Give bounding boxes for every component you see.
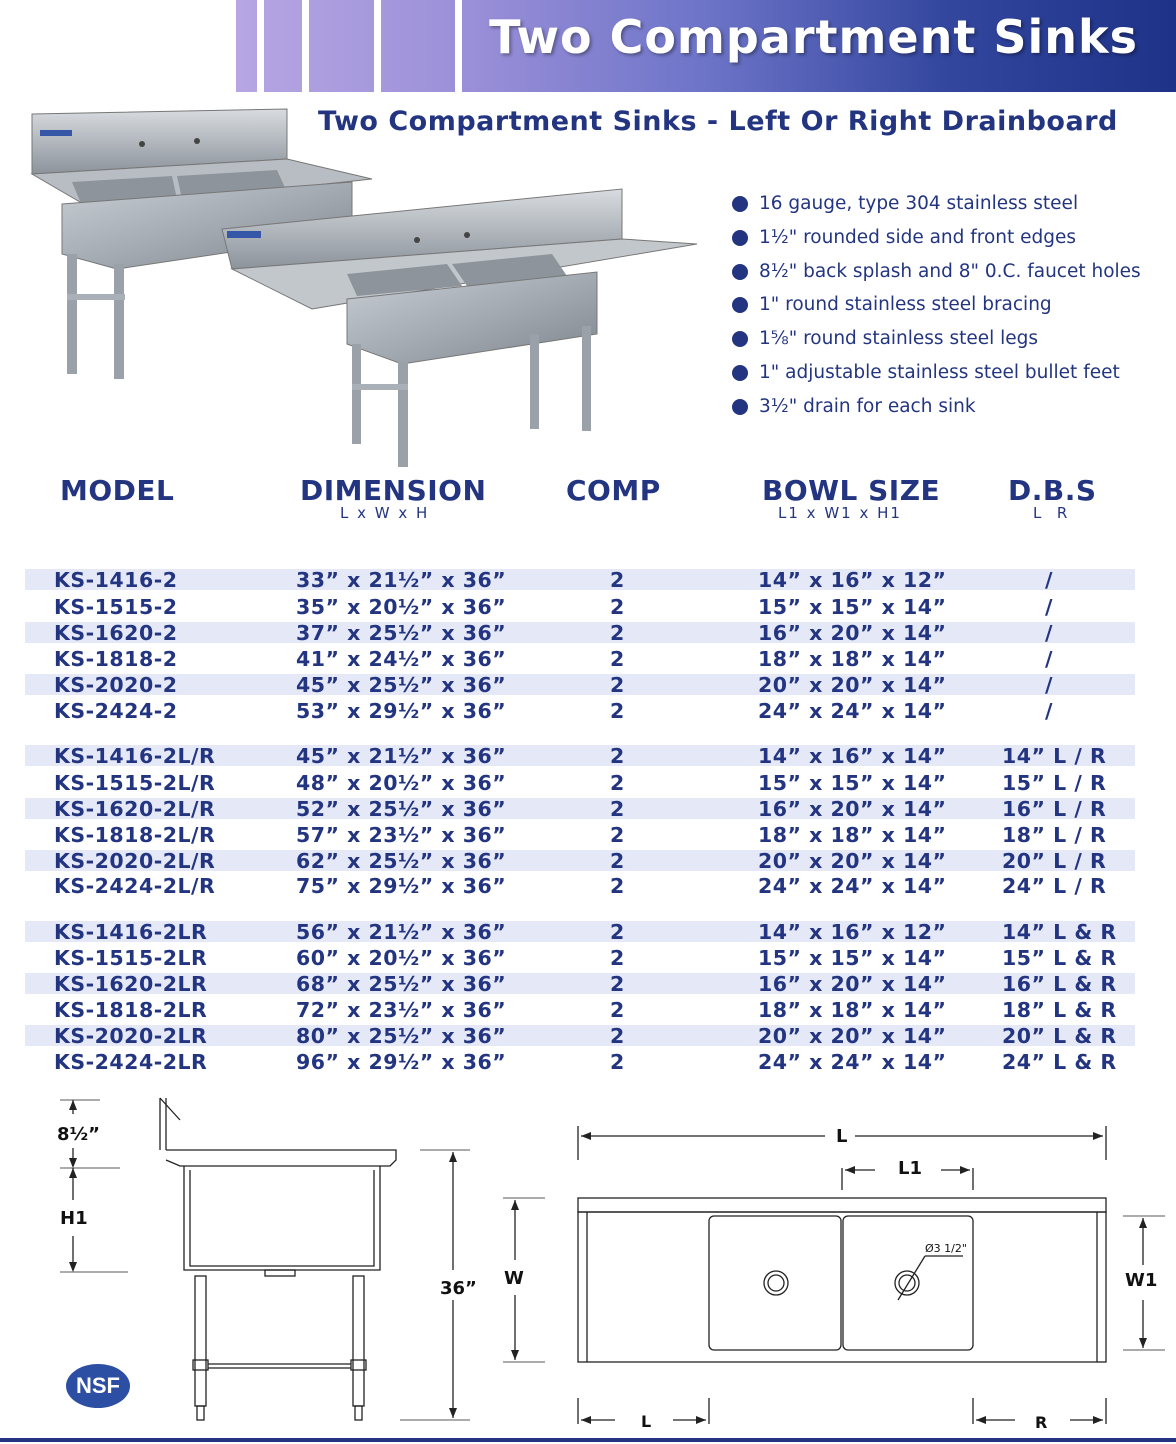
cell-model: KS-1515-2 — [54, 595, 178, 619]
col-subheader-bowl-size: L1 x W1 x H1 — [778, 504, 902, 522]
cell-dbs: 15” L & R — [1002, 946, 1117, 970]
cell-dbs: 15” L / R — [1002, 771, 1107, 795]
cell-model: KS-2020-2L/R — [54, 849, 216, 873]
col-subheader-dbs: L R — [1033, 504, 1070, 522]
table-row-band — [25, 569, 1135, 590]
header-stripe — [374, 0, 381, 92]
cell-dbs: / — [1045, 647, 1053, 671]
cell-bowl-size: 15” x 15” x 14” — [758, 946, 947, 970]
diagram-label-l1: L1 — [898, 1158, 922, 1179]
cell-comp: 2 — [610, 823, 625, 847]
cell-bowl-size: 15” x 15” x 14” — [758, 595, 947, 619]
diagram-label-left-drainboard: L — [641, 1412, 652, 1431]
feature-item — [732, 359, 1141, 393]
diagram-label-drain: Ø3 1/2" — [925, 1242, 967, 1255]
bullet-icon — [732, 297, 748, 313]
cell-dbs: 24” L & R — [1002, 1050, 1117, 1074]
diagram-label-w: W — [504, 1268, 524, 1289]
feature-text: 1" adjustable stainless steel bullet feet — [759, 361, 1120, 383]
cell-dimension: 68” x 25½” x 36” — [296, 972, 507, 996]
cell-dbs: / — [1045, 621, 1053, 645]
cell-bowl-size: 14” x 16” x 12” — [758, 920, 947, 944]
cell-model: KS-1515-2LR — [54, 946, 208, 970]
cell-dimension: 53” x 29½” x 36” — [296, 699, 507, 723]
cell-dbs: / — [1045, 568, 1053, 592]
header-stripe — [257, 0, 264, 92]
cell-bowl-size: 24” x 24” x 14” — [758, 874, 947, 898]
header-stripe — [302, 0, 309, 92]
sink-image-front — [222, 189, 697, 467]
cell-model: KS-1515-2L/R — [54, 771, 216, 795]
cell-dbs: 24” L / R — [1002, 874, 1107, 898]
cell-dbs: 14” L & R — [1002, 920, 1117, 944]
diagram-label-backsplash: 8½” — [57, 1124, 100, 1145]
col-header-dbs: D.B.S — [1008, 474, 1097, 507]
cell-bowl-size: 14” x 16” x 12” — [758, 568, 947, 592]
header-stripe — [455, 0, 462, 92]
cell-comp: 2 — [610, 744, 625, 768]
cell-dimension: 96” x 29½” x 36” — [296, 1050, 507, 1074]
cell-model: KS-2020-2LR — [54, 1024, 208, 1048]
cell-comp: 2 — [610, 771, 625, 795]
cell-dimension: 62” x 25½” x 36” — [296, 849, 507, 873]
feature-text: 1⅝" round stainless steel legs — [759, 328, 1039, 350]
cell-comp: 2 — [610, 797, 625, 821]
top-view-diagram — [495, 1120, 1165, 1435]
bottom-rule — [0, 1438, 1176, 1442]
cell-comp: 2 — [610, 621, 625, 645]
diagram-label-l: L — [836, 1126, 848, 1147]
cell-bowl-size: 16” x 20” x 14” — [758, 797, 947, 821]
cell-dimension: 33” x 21½” x 36” — [296, 568, 507, 592]
page-title: Two Compartment Sinks — [489, 10, 1138, 64]
feature-text: 16 gauge, type 304 stainless steel — [759, 193, 1079, 214]
cell-model: KS-2424-2LR — [54, 1050, 208, 1074]
cell-dimension: 57” x 23½” x 36” — [296, 823, 507, 847]
cell-model: KS-1416-2L/R — [54, 744, 216, 768]
feature-text: 1" round stainless steel bracing — [759, 294, 1052, 316]
cell-dimension: 60” x 20½” x 36” — [296, 946, 507, 970]
cell-comp: 2 — [610, 595, 625, 619]
cell-dbs: 18” L & R — [1002, 998, 1117, 1022]
cell-dimension: 75” x 29½” x 36” — [296, 874, 507, 898]
cell-bowl-size: 14” x 16” x 14” — [758, 744, 947, 768]
feature-item — [732, 258, 1141, 292]
feature-item — [732, 190, 1141, 224]
cell-comp: 2 — [610, 647, 625, 671]
cell-bowl-size: 24” x 24” x 14” — [758, 1050, 947, 1074]
bullet-icon — [732, 196, 748, 212]
bullet-icon — [732, 365, 748, 381]
cell-dimension: 80” x 25½” x 36” — [296, 1024, 507, 1048]
cell-comp: 2 — [610, 699, 625, 723]
feature-text: 8½" back splash and 8" 0.C. faucet holes — [759, 260, 1141, 282]
cell-dimension: 48” x 20½” x 36” — [296, 771, 507, 795]
cell-model: KS-1416-2 — [54, 568, 178, 592]
cell-bowl-size: 18” x 18” x 14” — [758, 998, 947, 1022]
bullet-icon — [732, 230, 748, 246]
cell-dbs: / — [1045, 673, 1053, 697]
cell-model: KS-1620-2LR — [54, 972, 208, 996]
cell-model: KS-2424-2L/R — [54, 874, 216, 898]
col-header-comp: COMP — [566, 474, 661, 507]
cell-dbs: 18” L / R — [1002, 823, 1107, 847]
cell-comp: 2 — [610, 998, 625, 1022]
cell-bowl-size: 16” x 20” x 14” — [758, 972, 947, 996]
cell-dimension: 45” x 25½” x 36” — [296, 673, 507, 697]
cell-model: KS-1818-2LR — [54, 998, 208, 1022]
product-image — [22, 104, 702, 474]
cell-comp: 2 — [610, 849, 625, 873]
cell-dbs: 20” L / R — [1002, 849, 1107, 873]
cell-bowl-size: 24” x 24” x 14” — [758, 699, 947, 723]
cell-model: KS-2020-2 — [54, 673, 178, 697]
feature-text: 3½" drain for each sink — [759, 395, 976, 417]
col-header-bowl-size: BOWL SIZE — [762, 474, 941, 507]
header-banner — [236, 0, 1176, 92]
cell-comp: 2 — [610, 1050, 625, 1074]
cell-dbs: 14” L / R — [1002, 744, 1107, 768]
cell-model: KS-2424-2 — [54, 699, 178, 723]
feature-list — [732, 190, 1141, 427]
feature-item — [732, 224, 1141, 258]
col-subheader-dimension: L x W x H — [340, 504, 430, 522]
cell-comp: 2 — [610, 972, 625, 996]
cell-model: KS-1620-2 — [54, 621, 178, 645]
feature-text: 1½" rounded side and front edges — [759, 226, 1077, 248]
cell-comp: 2 — [610, 874, 625, 898]
cell-bowl-size: 18” x 18” x 14” — [758, 647, 947, 671]
col-header-dimension: DIMENSION — [300, 474, 487, 507]
cell-bowl-size: 20” x 20” x 14” — [758, 673, 947, 697]
subtitle: Two Compartment Sinks - Left Or Right Drainboard — [318, 106, 1118, 137]
cell-dimension: 52” x 25½” x 36” — [296, 797, 507, 821]
cell-comp: 2 — [610, 946, 625, 970]
cell-bowl-size: 15” x 15” x 14” — [758, 771, 947, 795]
nsf-logo: NSF — [66, 1364, 130, 1408]
cell-dimension: 45” x 21½” x 36” — [296, 744, 507, 768]
cell-dimension: 72” x 23½” x 36” — [296, 998, 507, 1022]
feature-item — [732, 393, 1141, 427]
cell-comp: 2 — [610, 1024, 625, 1048]
cell-dbs: / — [1045, 699, 1053, 723]
feature-item — [732, 325, 1141, 359]
cell-model: KS-1416-2LR — [54, 920, 208, 944]
table-row-band — [25, 674, 1135, 695]
cell-dbs: 20” L & R — [1002, 1024, 1117, 1048]
bullet-icon — [732, 331, 748, 347]
diagram-label-h1: H1 — [60, 1208, 88, 1229]
cell-model: KS-1620-2L/R — [54, 797, 216, 821]
cell-bowl-size: 20” x 20” x 14” — [758, 1024, 947, 1048]
cell-dbs: 16” L & R — [1002, 972, 1117, 996]
cell-dimension: 35” x 20½” x 36” — [296, 595, 507, 619]
cell-comp: 2 — [610, 568, 625, 592]
cell-bowl-size: 18” x 18” x 14” — [758, 823, 947, 847]
cell-dimension: 56” x 21½” x 36” — [296, 920, 507, 944]
cell-bowl-size: 20” x 20” x 14” — [758, 849, 947, 873]
cell-dbs: / — [1045, 595, 1053, 619]
diagram-label-right-drainboard: R — [1035, 1413, 1048, 1432]
bullet-icon — [732, 399, 748, 415]
col-header-model: MODEL — [60, 474, 175, 507]
cell-dimension: 41” x 24½” x 36” — [296, 647, 507, 671]
cell-comp: 2 — [610, 673, 625, 697]
table-row-band — [25, 622, 1135, 643]
cell-model: KS-1818-2 — [54, 647, 178, 671]
cell-comp: 2 — [610, 920, 625, 944]
diagram-label-height: 36” — [440, 1278, 477, 1299]
cell-dbs: 16” L / R — [1002, 797, 1107, 821]
feature-item — [732, 291, 1141, 325]
cell-model: KS-1818-2L/R — [54, 823, 216, 847]
cell-dimension: 37” x 25½” x 36” — [296, 621, 507, 645]
bullet-icon — [732, 264, 748, 280]
diagram-label-w1: W1 — [1125, 1270, 1158, 1291]
cell-bowl-size: 16” x 20” x 14” — [758, 621, 947, 645]
